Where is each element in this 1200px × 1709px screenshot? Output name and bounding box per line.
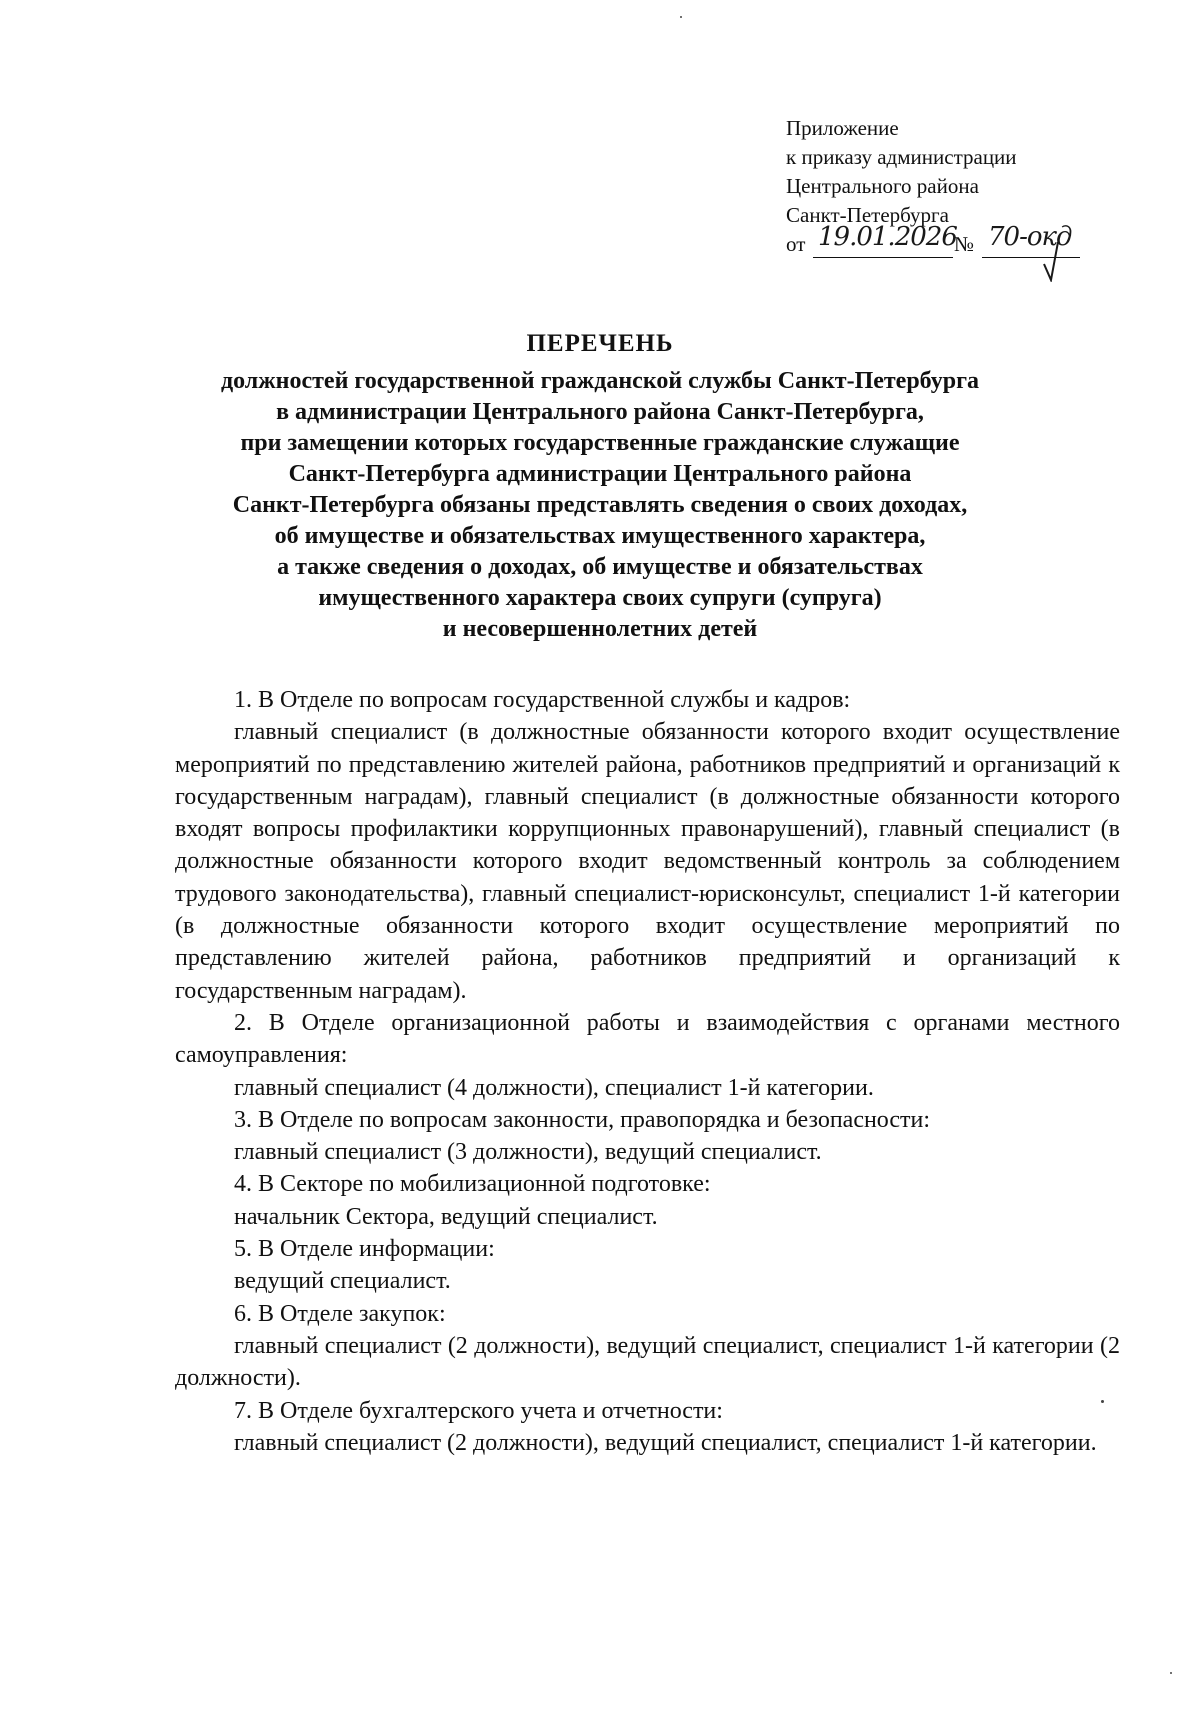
appendix-line-4: Санкт-Петербурга <box>786 203 949 227</box>
number-prefix: № <box>954 232 975 256</box>
section-5-positions: ведущий специалист. <box>234 1268 451 1295</box>
title-line-3: при замещении которых государственные гражданские служащие <box>240 430 960 456</box>
section-5-heading: 5. В Отделе информации: <box>234 1236 495 1263</box>
title-line-7: а также сведения о доходах, об имуществе и обязательствах <box>277 554 923 580</box>
scan-speck <box>1170 1672 1172 1674</box>
title-line-8: имущественного характера своих супруги (супруга) <box>318 585 882 611</box>
number-underline <box>982 257 1080 258</box>
section-1-heading: 1. В Отделе по вопросам государственной службы и кадров: <box>234 687 851 713</box>
section-4-heading: 4. В Секторе по мобилизационной подготовке: <box>234 1171 711 1198</box>
appendix-line-3: Центрального района <box>786 174 979 198</box>
document-title: ПЕРЕЧЕНЬ <box>526 330 674 357</box>
appendix-line-2: к приказу администрации <box>786 145 1017 169</box>
date-prefix: от <box>786 232 806 256</box>
title-line-9: и несовершеннолетних детей <box>442 616 758 642</box>
section-6-positions: главный специалист (2 должности), ведущий специалист, специалист 1-й категории (2 должности). <box>175 1332 1120 1392</box>
order-reference-line <box>786 222 1116 259</box>
title-line-4: Санкт-Петербурга администрации Центрального района <box>288 461 912 487</box>
section-3-positions: главный специалист (3 должности), ведущий специалист. <box>234 1139 822 1166</box>
handwritten-tick-mark <box>1042 238 1060 282</box>
section-1-positions: главный специалист (в должностные обязанности которого входит осуществление мероприятий по представлению жителей района, работников предприятий и организаций к государственным наградам), главный специалист (в должностные обязанности которого входят вопросы профилактики коррупционных правонарушений), главный специалист (в должностные обязанности которого входит ведомственный контроль за соблюдением трудового законодательства), главный специалист-юрисконсульт, специалист 1-й категории (в должностные обязанности которого входит осуществление мероприятий по представлению жителей района, работников предприятий и организаций к государственным наградам). <box>175 719 1120 1004</box>
scan-speck <box>1101 1400 1104 1403</box>
section-7-positions: главный специалист (2 должности), ведущий специалист, специалист 1-й категории. <box>234 1429 1097 1456</box>
document-title-block <box>120 328 1080 645</box>
handwritten-number: 70-окд <box>988 222 1072 252</box>
handwritten-date: 19.01.2026 <box>818 222 957 252</box>
section-2-heading: 2. В Отделе организационной работы и взаимодействия с органами местного самоуправления: <box>175 1009 1120 1069</box>
title-line-1: должностей государственной гражданской службы Санкт-Петербурга <box>220 368 980 394</box>
title-line-6: об имуществе и обязательствах имущественного характера, <box>274 523 926 549</box>
section-7-heading: 7. В Отделе бухгалтерского учета и отчетности: <box>234 1397 723 1424</box>
section-2-positions: главный специалист (4 должности), специалист 1-й категории. <box>234 1074 874 1101</box>
title-line-2: в администрации Центрального района Санкт-Петербурга, <box>276 399 924 425</box>
appendix-block <box>786 114 1116 259</box>
section-6-heading: 6. В Отделе закупок: <box>234 1300 446 1327</box>
section-3-heading: 3. В Отделе по вопросам законности, правопорядка и безопасности: <box>234 1106 931 1133</box>
scan-speck <box>680 16 682 18</box>
date-underline <box>813 257 953 258</box>
document-body <box>175 684 1120 1459</box>
section-4-positions: начальник Сектора, ведущий специалист. <box>234 1203 658 1230</box>
title-line-5: Санкт-Петербурга обязаны представлять сведения о своих доходах, <box>232 492 968 518</box>
appendix-line-1: Приложение <box>786 116 899 140</box>
